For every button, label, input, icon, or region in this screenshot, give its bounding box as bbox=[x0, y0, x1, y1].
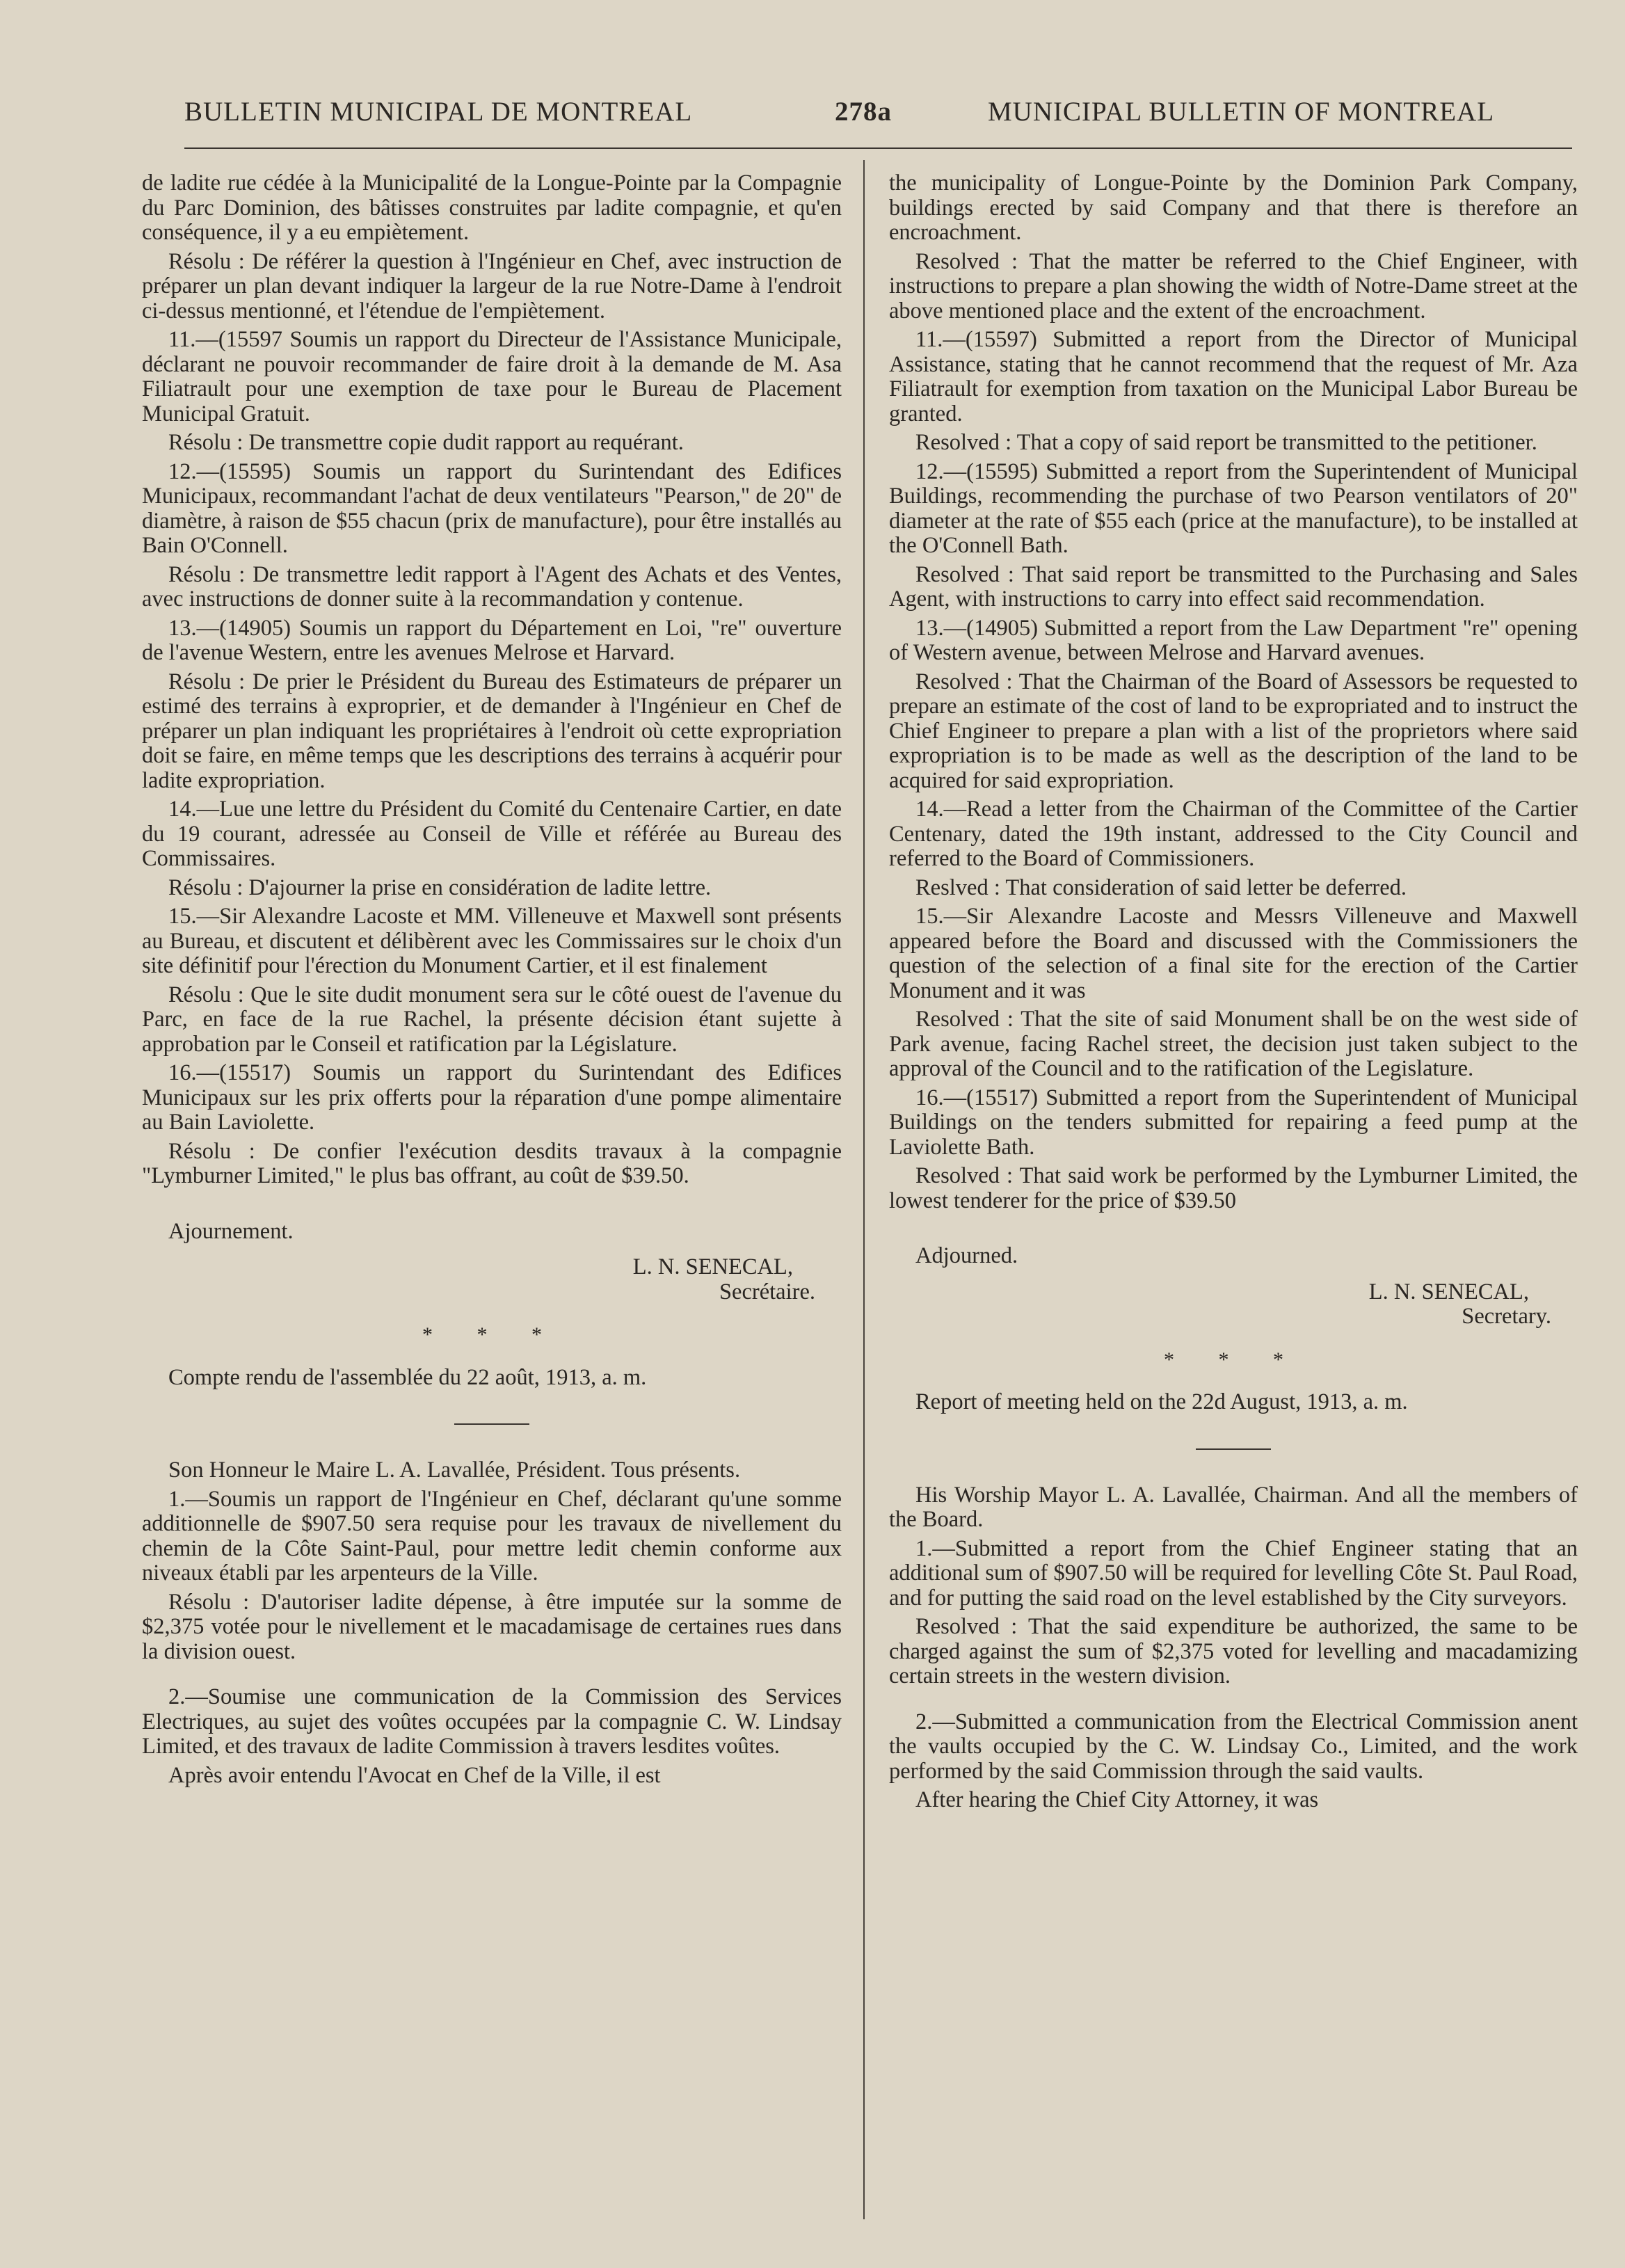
fr-paragraph: 14.—Lue une lettre du Président du Comité du Centenaire Cartier, en date du 19 courant, adressée au Conseil de Ville et référée au Bureau des Commissaires. bbox=[142, 797, 842, 871]
en-section-stars: * * * bbox=[1164, 1348, 1303, 1371]
en-signature bbox=[889, 1280, 1578, 1329]
en-paragraph: Resolved : That said work be performed by the Lymburner Limited, the lowest tenderer for the price of $39.50 bbox=[889, 1163, 1578, 1213]
fr-signature-name: L. N. SENECAL, bbox=[632, 1254, 793, 1279]
fr-short-rule bbox=[454, 1423, 529, 1425]
french-column bbox=[142, 171, 842, 1792]
en-paragraph: 12.—(15595) Submitted a report from the Superintendent of Municipal Buildings, recommending the purchase of two Pearson ventilators of 20" diameter at the rate of $55 each (price at the manufacture), to be installed at the O'Connell Bath. bbox=[889, 458, 1578, 558]
header-rule bbox=[184, 147, 1572, 149]
header-english-title: MUNICIPAL BULLETIN OF MONTREAL bbox=[988, 97, 1495, 127]
en-paragraph: Resolved : That the said expenditure be authorized, the same to be charged against the sum of $2,375 voted for levelling and macadamizing certain streets in the western division. bbox=[889, 1614, 1578, 1688]
header-french-title: BULLETIN MUNICIPAL DE MONTREAL bbox=[184, 97, 693, 127]
en-paragraph: 11.—(15597) Submitted a report from the Director of Municipal Assistance, stating that he cannot recommend that the request of Mr. Aza Filiatrault for exemption from taxation on the Municipal Labor Bureau be granted. bbox=[889, 327, 1578, 426]
en-paragraph: Resolved : That the Chairman of the Board of Assessors be requested to prepare an estimate of the cost of land to be expropriated and to instruct the Chief Engineer to prepare a plan with a list of the proprietors where said expropriation is to be made as well as the description of the land to be acquired for said expropriation. bbox=[889, 669, 1578, 793]
fr-report-heading: Compte rendu de l'assemblée du 22 août, 1913, a. m. bbox=[168, 1364, 647, 1390]
en-paragraph: Resolved : That a copy of said report be transmitted to the petitioner. bbox=[915, 430, 1537, 455]
en-report-heading: Report of meeting held on the 22d August, 1913, a. m. bbox=[915, 1389, 1408, 1414]
en-adjournment: Adjourned. bbox=[915, 1243, 1018, 1268]
fr-paragraph: Résolu : De référer la question à l'Ingénieur en Chef, avec instruction de préparer un plan devant indiquer la largeur de la rue Notre-Dame à l'endroit ci-dessus mentionné, et l'étendue de l'empiètement. bbox=[142, 248, 842, 324]
en-short-rule bbox=[1196, 1448, 1271, 1450]
en-paragraph: 15.—Sir Alexandre Lacoste and Messrs Villeneuve and Maxwell appeared before the Board and discussed with the Commissioners the question of the selection of a final site for the erection of the Cartier Monument and it was bbox=[889, 904, 1578, 1003]
en-paragraph: 13.—(14905) Submitted a report from the Law Department "re" opening of Western avenue, between Melrose and Harvard avenues. bbox=[889, 615, 1578, 665]
fr-paragraph: Résolu : D'autoriser ladite dépense, à être imputée sur la somme de $2,375 votée pour le nivellement et le macadamisage de certaines rues dans la division ouest. bbox=[142, 1589, 842, 1664]
fr-signature-title: Secrétaire. bbox=[719, 1279, 815, 1304]
fr-paragraph: 15.—Sir Alexandre Lacoste et MM. Villeneuve et Maxwell sont présents au Bureau, et discutent et délibèrent avec les Commissaires sur le choix d'un site définitif pour l'érection du Monument Cartier, et il est finalement bbox=[142, 904, 842, 978]
fr-paragraph: Résolu : Que le site dudit monument sera sur le côté ouest de l'avenue du Parc, en face de la rue Rachel, la présente décision étant sujette à approbation par le Conseil et ratification par la Législature. bbox=[142, 982, 842, 1057]
fr-paragraph: Résolu : De transmettre ledit rapport à l'Agent des Achats et des Ventes, avec instructions de donner suite à la recommandation y contenue. bbox=[142, 561, 842, 612]
en-signature-title: Secretary. bbox=[1462, 1304, 1551, 1329]
en-paragraph: the municipality of Longue-Pointe by the Dominion Park Company, buildings erected by said Company and that there is therefore an encroachment. bbox=[889, 170, 1578, 245]
fr-paragraph: Après avoir entendu l'Avocat en Chef de la Ville, il est bbox=[168, 1762, 661, 1788]
fr-paragraph: Son Honneur le Maire L. A. Lavallée, Président. Tous présents. bbox=[168, 1458, 741, 1483]
en-paragraph: Resolved : That the matter be referred to the Chief Engineer, with instructions to prepare a plan showing the width of Notre-Dame street at the above mentioned place and the extent of the encroachment. bbox=[889, 248, 1578, 324]
fr-paragraph: Résolu : D'ajourner la prise en considération de ladite lettre. bbox=[168, 875, 712, 900]
fr-paragraph: de ladite rue cédée à la Municipalité de la Longue-Pointe par la Compagnie du Parc Dominion, des bâtisses construites par ladite compagnie, et qu'en conséquence, il y a eu empiètement. bbox=[142, 170, 842, 245]
en-paragraph: Reslved : That consideration of said letter be deferred. bbox=[915, 875, 1407, 900]
fr-section-stars: * * * bbox=[422, 1323, 561, 1346]
en-paragraph: Resolved : That said report be transmitted to the Purchasing and Sales Agent, with instructions to carry into effect said recommendation. bbox=[889, 561, 1578, 612]
fr-paragraph: 16.—(15517) Soumis un rapport du Surintendant des Edifices Municipaux sur les prix offerts pour la réparation d'une pompe alimentaire au Bain Laviolette. bbox=[142, 1060, 842, 1135]
en-paragraph: Resolved : That the site of said Monument shall be on the west side of Park avenue, facing Rachel street, the decision just taken subject to the approval of the Council and to the ratification of the Legislature. bbox=[889, 1007, 1578, 1081]
fr-paragraph: 2.—Soumise une communication de la Commission des Services Electriques, au sujet des voûtes occupées par la compagnie C. W. Lindsay Limited, et des travaux de ladite Commission à travers lesdites voûtes. bbox=[142, 1684, 842, 1759]
fr-paragraph: 1.—Soumis un rapport de l'Ingénieur en Chef, déclarant qu'une somme additionnelle de $907.50 sera requise pour les travaux de nivellement du chemin de la Côte Saint-Paul, pour mettre ledit chemin conforme aux niveaux établi par les arpenteurs de la Ville. bbox=[142, 1486, 842, 1586]
fr-paragraph: 11.—(15597 Soumis un rapport du Directeur de l'Assistance Municipale, déclarant ne pouvoir recommander de faire droit à la demande de M. Asa Filiatrault pour une exemption de taxe pour le Bureau de Placement Municipal Gratuit. bbox=[142, 327, 842, 426]
en-paragraph: 14.—Read a letter from the Chairman of the Committee of the Cartier Centenary, dated the 19th instant, addressed to the City Council and referred to the Board of Commissioners. bbox=[889, 797, 1578, 871]
page-number: 278a bbox=[835, 97, 892, 127]
fr-paragraph: 12.—(15595) Soumis un rapport du Surintendant des Edifices Municipaux, recommandant l'achat de deux ventilateurs "Pearson," de 20" de diamètre, à raison de $55 chacun (prix de manufacture), pour être installés au Bain O'Connell. bbox=[142, 458, 842, 558]
fr-paragraph: Résolu : De confier l'exécution desdits travaux à la compagnie "Lymburner Limited," le plus bas offrant, au coût de $39.50. bbox=[142, 1138, 842, 1188]
en-paragraph: After hearing the Chief City Attorney, it was bbox=[915, 1787, 1319, 1812]
en-paragraph: 1.—Submitted a report from the Chief Engineer stating that an additional sum of $907.50 will be required for levelling Côte St. Paul Road, and for putting the said road on the level established by the City surveyors. bbox=[889, 1535, 1578, 1611]
en-paragraph: 2.—Submitted a communication from the Electrical Commission anent the vaults occupied by the C. W. Lindsay Co., Limited, and the work performed by the said Commission through the said vaults. bbox=[889, 1709, 1578, 1784]
fr-paragraph: Résolu : De transmettre copie dudit rapport au requérant. bbox=[168, 430, 684, 455]
fr-signature bbox=[142, 1255, 842, 1304]
en-paragraph: 16.—(15517) Submitted a report from the Superintendent of Municipal Buildings on the tenders submitted for repairing a feed pump at the Laviolette Bath. bbox=[889, 1085, 1578, 1160]
fr-adjournment: Ajournement. bbox=[168, 1218, 294, 1244]
en-paragraph: His Worship Mayor L. A. Lavallée, Chairman. And all the members of the Board. bbox=[889, 1482, 1578, 1532]
fr-paragraph: Résolu : De prier le Président du Bureau des Estimateurs de préparer un estimé des terrains à exproprier, et de demander à l'Ingénieur en Chef de préparer un plan indiquant les propriétaires à l'endroit où cette expropriation doit se faire, en même temps que les descriptions des terrains à acquérir pour ladite expropriation. bbox=[142, 669, 842, 793]
fr-paragraph: 13.—(14905) Soumis un rapport du Département en Loi, "re" ouverture de l'avenue Western, entre les avenues Melrose et Harvard. bbox=[142, 615, 842, 665]
en-signature-name: L. N. SENECAL, bbox=[1368, 1279, 1529, 1304]
english-column bbox=[889, 171, 1578, 1817]
column-divider bbox=[863, 160, 865, 2219]
